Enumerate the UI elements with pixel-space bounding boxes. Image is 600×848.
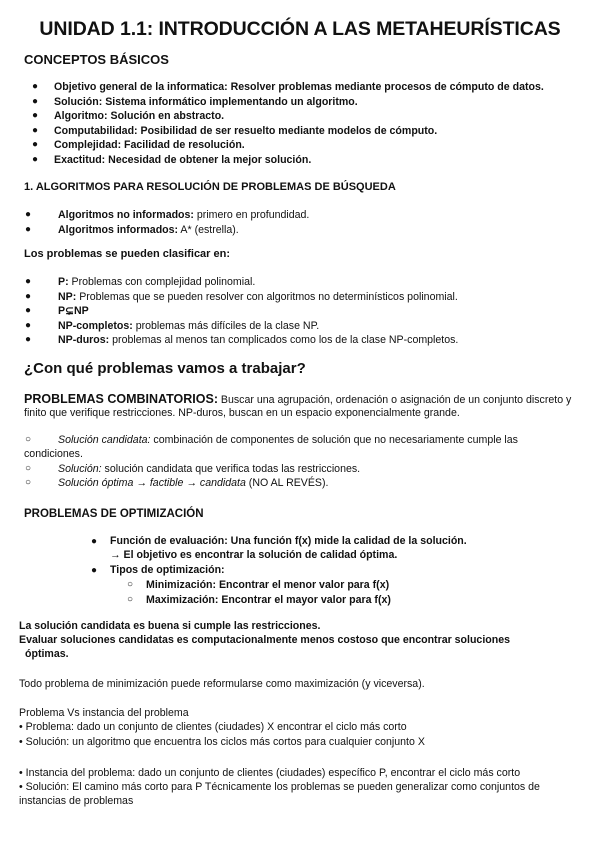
circle-icon: ○	[25, 477, 32, 488]
clasificacion-item	[58, 304, 89, 319]
instancia-solucion: • Solución: un algoritmo que encuentra los ciclos más cortos para cualquier conjunto X	[19, 736, 425, 748]
circle-icon: ○	[25, 463, 32, 474]
bullet-icon: ●	[25, 290, 32, 302]
bullet-icon: ●	[25, 334, 32, 345]
bullet-icon: ●	[25, 209, 32, 220]
solucion-item	[58, 476, 328, 491]
minimizacion: Minimización: Encontrar el menor valor para f(x)	[146, 579, 390, 591]
solucion-term: Solución:	[58, 463, 102, 475]
bullet-icon: ●	[91, 565, 98, 576]
concepto-term: Algoritmo:	[54, 110, 108, 122]
algoritmos-heading: 1. ALGORITMOS PARA RESOLUCIÓN DE PROBLEMAS DE BÚSQUEDA	[24, 181, 396, 193]
solucion-text-cont: condiciones.	[24, 448, 83, 460]
nota-todo: Todo problema de minimización puede reformularse como maximización (y viceversa).	[19, 678, 425, 690]
bullet-icon: ●	[32, 95, 39, 107]
algoritmo-term: Algoritmos informados:	[58, 223, 179, 236]
concepto-text: Resolver problemas mediante procesos de cómputo de datos.	[227, 81, 544, 93]
concepto-item	[54, 124, 437, 139]
concepto-item	[54, 80, 544, 95]
nota-evaluar-2: óptimas.	[25, 648, 69, 660]
nota-evaluar-1: Evaluar soluciones candidatas es computacionalmente menos costoso que encontrar soluciones	[19, 634, 510, 646]
page-title: UNIDAD 1.1: INTRODUCCIÓN A LAS METAHEURÍSTICAS	[39, 18, 561, 40]
tipos-optimizacion: Tipos de optimización:	[110, 564, 225, 576]
concepto-item	[54, 153, 311, 168]
pregunta-heading: ¿Con qué problemas vamos a trabajar?	[24, 360, 306, 377]
algoritmo-text: primero en profundidad.	[193, 209, 310, 221]
clasificacion-term: P:	[58, 276, 69, 288]
clasificacion-item	[58, 319, 319, 334]
algoritmo-term: Algoritmos no informados:	[58, 209, 194, 221]
combinatorios-text1: Buscar una agrupación, ordenación o asignación de un conjunto discreto y	[217, 394, 572, 406]
nota-buena: La solución candidata es buena si cumple las restricciones.	[19, 620, 321, 632]
clasificacion-term: NP-duros:	[58, 334, 110, 346]
solucion-item	[58, 462, 360, 477]
concepto-item	[54, 138, 245, 153]
bullet-icon: ●	[32, 81, 39, 92]
solucion-term: Solución óptima → factible → candidata	[58, 477, 246, 489]
conceptos-heading: CONCEPTOS BÁSICOS	[24, 52, 169, 67]
algoritmo-item	[58, 208, 309, 223]
bullet-icon: ●	[32, 110, 39, 121]
bullet-icon: ●	[25, 319, 32, 331]
solucion-item	[58, 433, 518, 448]
bullet-icon: ●	[32, 124, 39, 136]
bullet-icon: ●	[91, 536, 98, 547]
bullet-icon: ●	[25, 305, 32, 316]
bullet-icon: ●	[32, 153, 39, 165]
concepto-term: Complejidad:	[54, 139, 122, 151]
clasificacion-text: problemas más difíciles de la clase NP.	[132, 319, 320, 332]
instancia-del-problema: • Instancia del problema: dado un conjunto de clientes (ciudades) específico P, encontrar el ciclo más corto	[19, 767, 521, 779]
concepto-text: Posibilidad de ser resuelto mediante modelos de cómputo.	[137, 124, 438, 137]
algoritmo-text: A* (estrella).	[178, 223, 239, 236]
maximizacion: Maximización: Encontrar el mayor valor para f(x)	[146, 594, 391, 606]
instancia-problema: • Problema: dado un conjunto de clientes (ciudades) X encontrar el ciclo más corto	[19, 721, 407, 733]
objetivo-text: → El objetivo es encontrar la solución de calidad óptima.	[110, 549, 398, 561]
instancia-solucion-2a: • Solución: El camino más corto para P Técnicamente los problemas se pueden generalizar como conjuntos de	[19, 781, 540, 793]
clasificacion-item	[58, 275, 255, 290]
bullet-icon: ●	[25, 276, 32, 287]
optimizacion-heading: PROBLEMAS DE OPTIMIZACIÓN	[24, 508, 204, 520]
clasificacion-text: Problemas que se pueden resolver con algoritmos no determinísticos polinomial.	[76, 290, 458, 303]
concepto-term: Objetivo general de la informatica:	[54, 81, 228, 93]
circle-icon: ○	[127, 579, 134, 590]
instancia-heading: Problema Vs instancia del problema	[19, 707, 189, 719]
clasificacion-item	[58, 290, 458, 305]
concepto-term: Computabilidad:	[54, 124, 138, 137]
clasificacion-term: NP-completos:	[58, 319, 133, 332]
bullet-icon: ●	[32, 139, 39, 150]
concepto-term: Solución:	[54, 95, 103, 108]
clasificacion-term: NP:	[58, 290, 77, 303]
concepto-term: Exactitud:	[54, 153, 106, 166]
concepto-text: Sistema informático implementando un algoritmo.	[102, 95, 358, 108]
concepto-item	[54, 109, 224, 124]
solucion-text: (NO AL REVÉS).	[245, 477, 329, 489]
algoritmo-item	[58, 223, 239, 238]
clasificacion-text: Problemas con complejidad polinomial.	[68, 276, 256, 288]
circle-icon: ○	[25, 434, 32, 445]
instancia-solucion-2b: instancias de problemas	[19, 795, 134, 807]
concepto-text: Solución en abstracto.	[107, 110, 225, 122]
clasificacion-term: P⊊NP	[58, 305, 89, 317]
combinatorios-line2: finito que verifique restricciones. NP-duros, buscan en un espacio exponencialmente grande.	[24, 407, 460, 419]
clasificacion-text: problemas al menos tan complicados como los de la clase NP-completos.	[109, 334, 459, 346]
combinatorios-term: PROBLEMAS COMBINATORIOS:	[24, 392, 218, 406]
solucion-text: solución candidata que verifica todas las restricciones.	[101, 463, 361, 475]
bullet-icon: ●	[25, 223, 32, 235]
solucion-term: Solución candidata:	[58, 434, 151, 446]
solucion-text: combinación de componentes de solución que no necesariamente cumple las	[150, 434, 518, 446]
circle-icon: ○	[127, 594, 134, 605]
clasificacion-item	[58, 333, 458, 348]
funcion-evaluacion: Función de evaluación: Una función f(x) mide la calidad de la solución.	[110, 535, 467, 547]
concepto-text: Facilidad de resolución.	[121, 139, 245, 151]
clasificacion-heading: Los problemas se pueden clasificar en:	[24, 248, 231, 260]
concepto-item	[54, 95, 358, 110]
concepto-text: Necesidad de obtener la mejor solución.	[105, 153, 312, 166]
